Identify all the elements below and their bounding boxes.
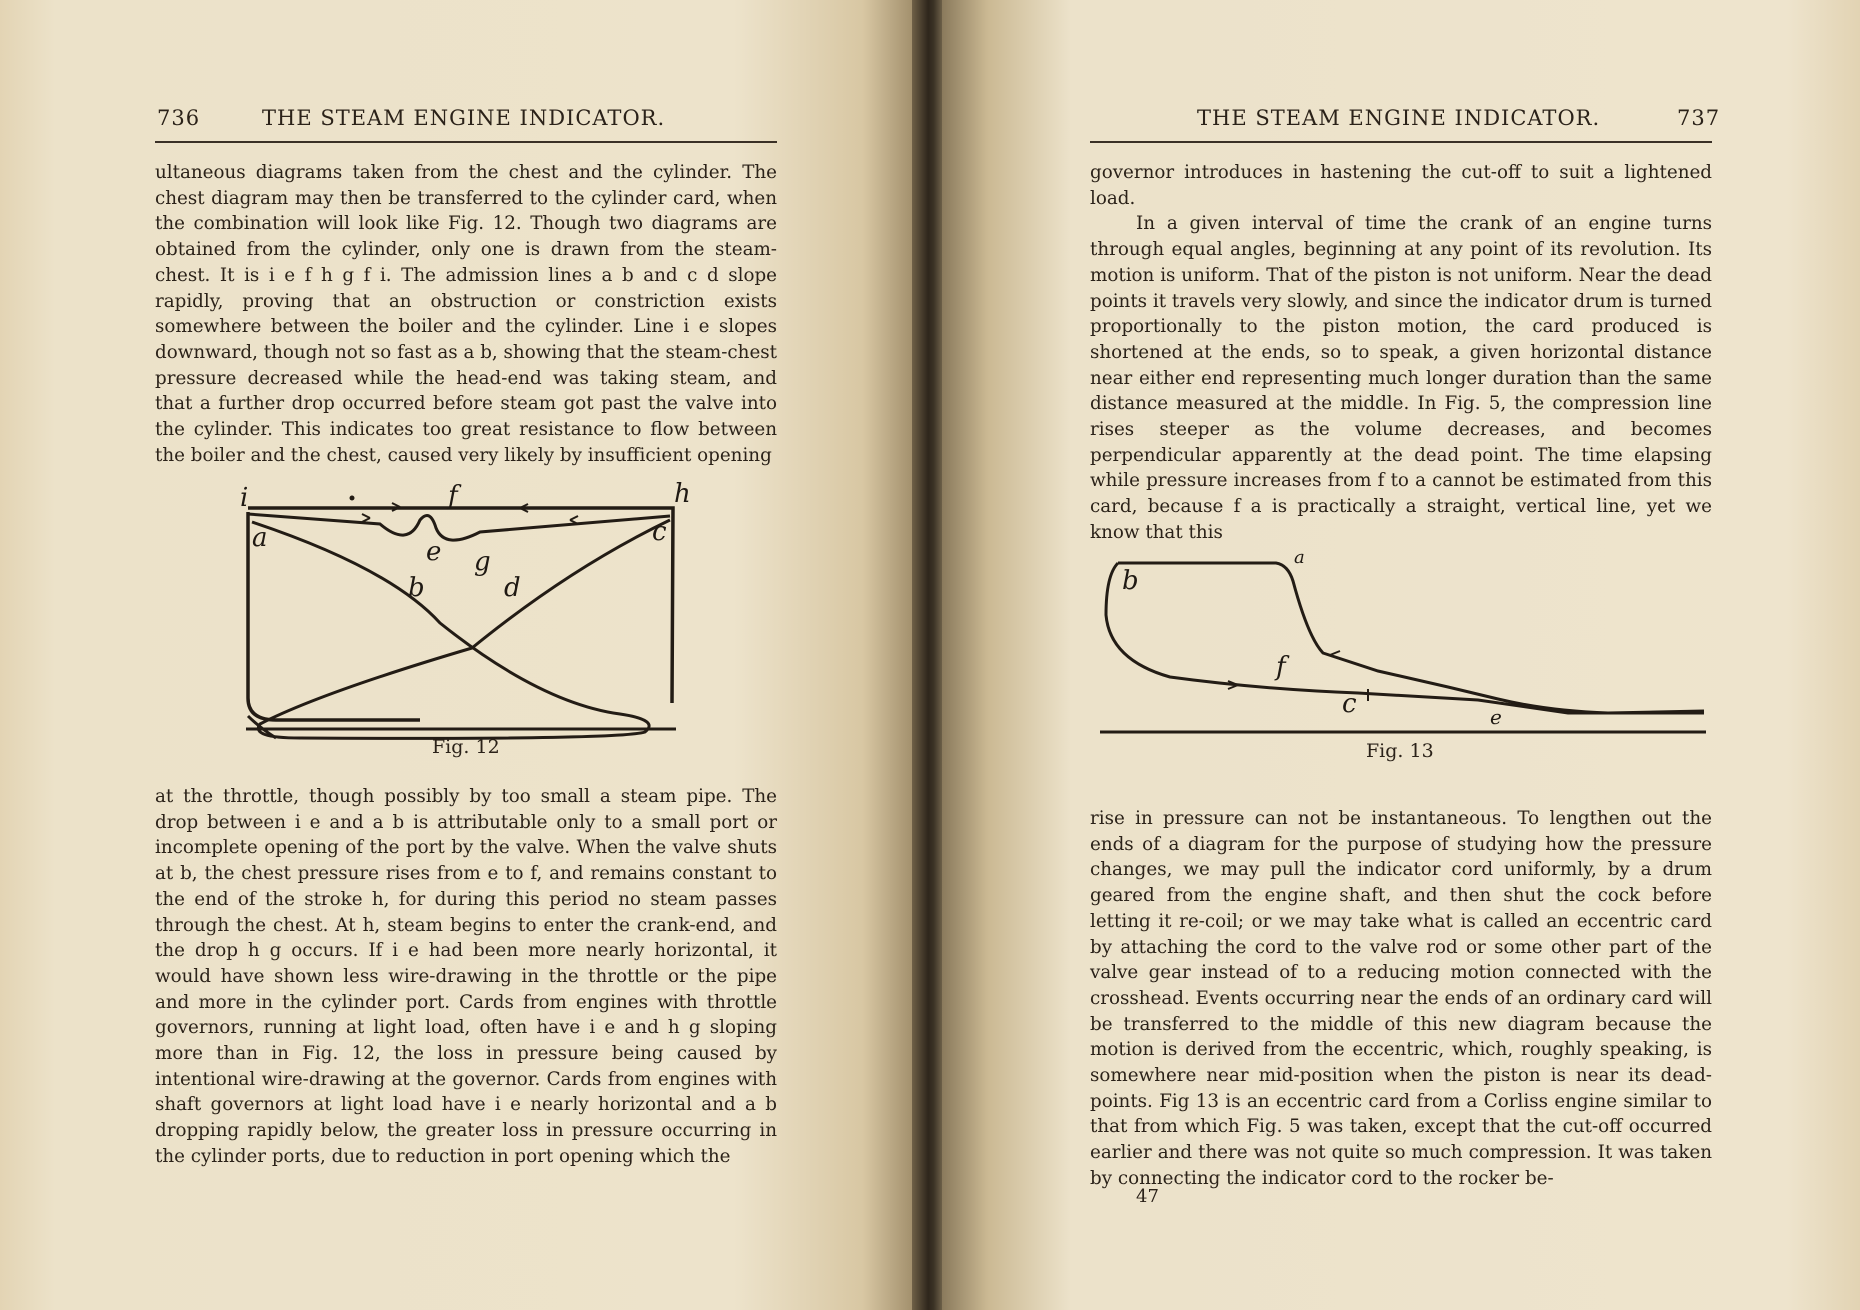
fig12-label-g: g xyxy=(474,547,491,577)
left-paragraph-bottom-text: at the throttle, though possibly by too small a steam pipe. The drop between i e and a b is attributable only to a small port or incomplete opening of the port by the valve. When the valve shuts at b, the chest pressure rises from e to f, and remains constant to the end of the stroke h, for during this period no steam passes through the chest. At h, steam begins to enter the crank-end, and the drop h g occurs. If i e had been more nearly horizontal, it would have shown less wire-drawing in the throttle or the pipe and more in the cylinder port. Cards from engines with throttle governors, running at light load, often have i e and h g sloping more than in Fig. 12, the loss in pressure being caused by intentional wire-drawing at the governor. Cards from engines with shaft governors at light load have i e nearly horizontal and a b dropping rapidly below, the greater loss in pressure occurring in the cylinder ports, due to reduction in port opening which the xyxy=(155,786,777,1167)
right-running-head: THE STEAM ENGINE INDICATOR. xyxy=(1197,106,1601,130)
left-paragraph-bottom xyxy=(155,784,777,1170)
right-header-rule xyxy=(1090,141,1712,143)
expansion-curves xyxy=(252,520,670,738)
fig13-label-f: f xyxy=(1276,652,1286,682)
figure-12-caption: Fig. 12 xyxy=(432,736,500,758)
fig13-label-e: e xyxy=(1490,705,1502,729)
fig13-label-b: b xyxy=(1122,566,1139,596)
arrow-marker xyxy=(570,516,578,524)
figure-13-caption: Fig. 13 xyxy=(1366,740,1434,762)
left-header-rule xyxy=(155,141,777,143)
left-running-head: THE STEAM ENGINE INDICATOR. xyxy=(262,106,666,130)
left-header xyxy=(157,106,777,138)
fig13-label-a: a xyxy=(1294,547,1305,568)
chest-line xyxy=(248,514,670,540)
fig12-label-b: b xyxy=(408,573,425,603)
fig12-label-f: f xyxy=(448,481,458,511)
left-paragraph-top-text: ultaneous diagrams taken from the chest and the cylinder. The chest diagram may then be transferred to the cylinder card, when the combination will look like Fig. 12. Though two diagrams are obtained from the cylinder, only one is drawn from the steam-chest. It is i e f h g f i. The admission lines a b and c d slope rapidly, proving that an obstruction or constriction exists somewhere between the boiler and the cylinder. Line i e slopes downward, though not so fast as a b, showing that the steam-chest pressure decreased while the head-end was taking steam, and that a further drop occurred before steam got past the valve into the cylinder. This indicates too great resistance to flow between the boiler and the chest, caused very likely by insufficient opening xyxy=(155,162,777,466)
fig12-label-a: a xyxy=(252,523,268,553)
eccentric-card-lower xyxy=(1106,563,1704,713)
figure-13-diagram xyxy=(1098,547,1718,735)
right-paragraph-bottom xyxy=(1090,806,1712,1192)
fig12-label-c: c xyxy=(652,517,667,547)
right-paragraph-top-2: In a given interval of time the crank of an engine turns through equal angles, beginning at any point of its revolution. Its motion is uniform. That of the piston is not uniform. Near the dead points it travels very slowly, and since the indicator drum is turned proportionally to the piston motion, the card produced is shortened at the ends, so to speak, a given horizontal distance near either end representing much longer duration than the same distance measured at the middle. In Fig. 5, the compression line rises steeper as the volume decreases, and becomes perpendicular apparently at the dead point. The time elapsing while pressure increases from f to a cannot be estimated from this card, because f a is practically a straight, vertical line, yet we know that this xyxy=(1090,213,1712,543)
eccentric-card-upper xyxy=(1118,563,1704,713)
right-paragraph-top-1: governor introduces in hastening the cut-off to suit a lightened load. xyxy=(1090,162,1712,209)
right-paragraph-bottom-text: rise in pressure can not be instantaneous. To lengthen out the ends of a diagram for the purpose of studying how the pressure changes, we may pull the indicator cord uniformly, by a drum geared from the engine shaft, and then shut the cock before letting it re-coil; or we may take what is called an eccentric card by attaching the cord to the valve rod or some other part of the valve gear instead of to a reducing motion connected with the crosshead. Events occurring near the ends of an ordinary card will be transferred to the middle of this new diagram because the motion is derived from the eccentric, which, roughly speaking, is somewhere near mid-position when the piston is near its dead-points. Fig 13 is an eccentric card from a Corliss engine similar to that from which Fig. 5 was taken, except that the cut-off occurred earlier and there was not quite so much compression. It was taken by connecting the indicator cord to the rocker be- xyxy=(1090,808,1712,1189)
fig12-label-d: d xyxy=(504,573,521,603)
arrow-marker xyxy=(362,514,370,522)
fig12-label-h: h xyxy=(674,479,691,509)
card-outline-left xyxy=(248,512,420,720)
fig12-label-i: i xyxy=(240,483,249,513)
dot-mark xyxy=(350,496,355,501)
right-header xyxy=(1197,106,1721,138)
figure-12-diagram xyxy=(240,479,691,748)
card-outline-top xyxy=(248,508,673,703)
fig13-label-c: c xyxy=(1342,689,1357,719)
left-paragraph-top xyxy=(155,160,777,468)
fig12-label-e: e xyxy=(426,537,442,567)
arrow-marker xyxy=(1330,651,1340,659)
right-page-number: 737 xyxy=(1677,106,1721,130)
signature-mark: 47 xyxy=(1136,1186,1159,1207)
left-page-number: 736 xyxy=(157,106,201,130)
right-paragraph-top xyxy=(1090,160,1712,546)
